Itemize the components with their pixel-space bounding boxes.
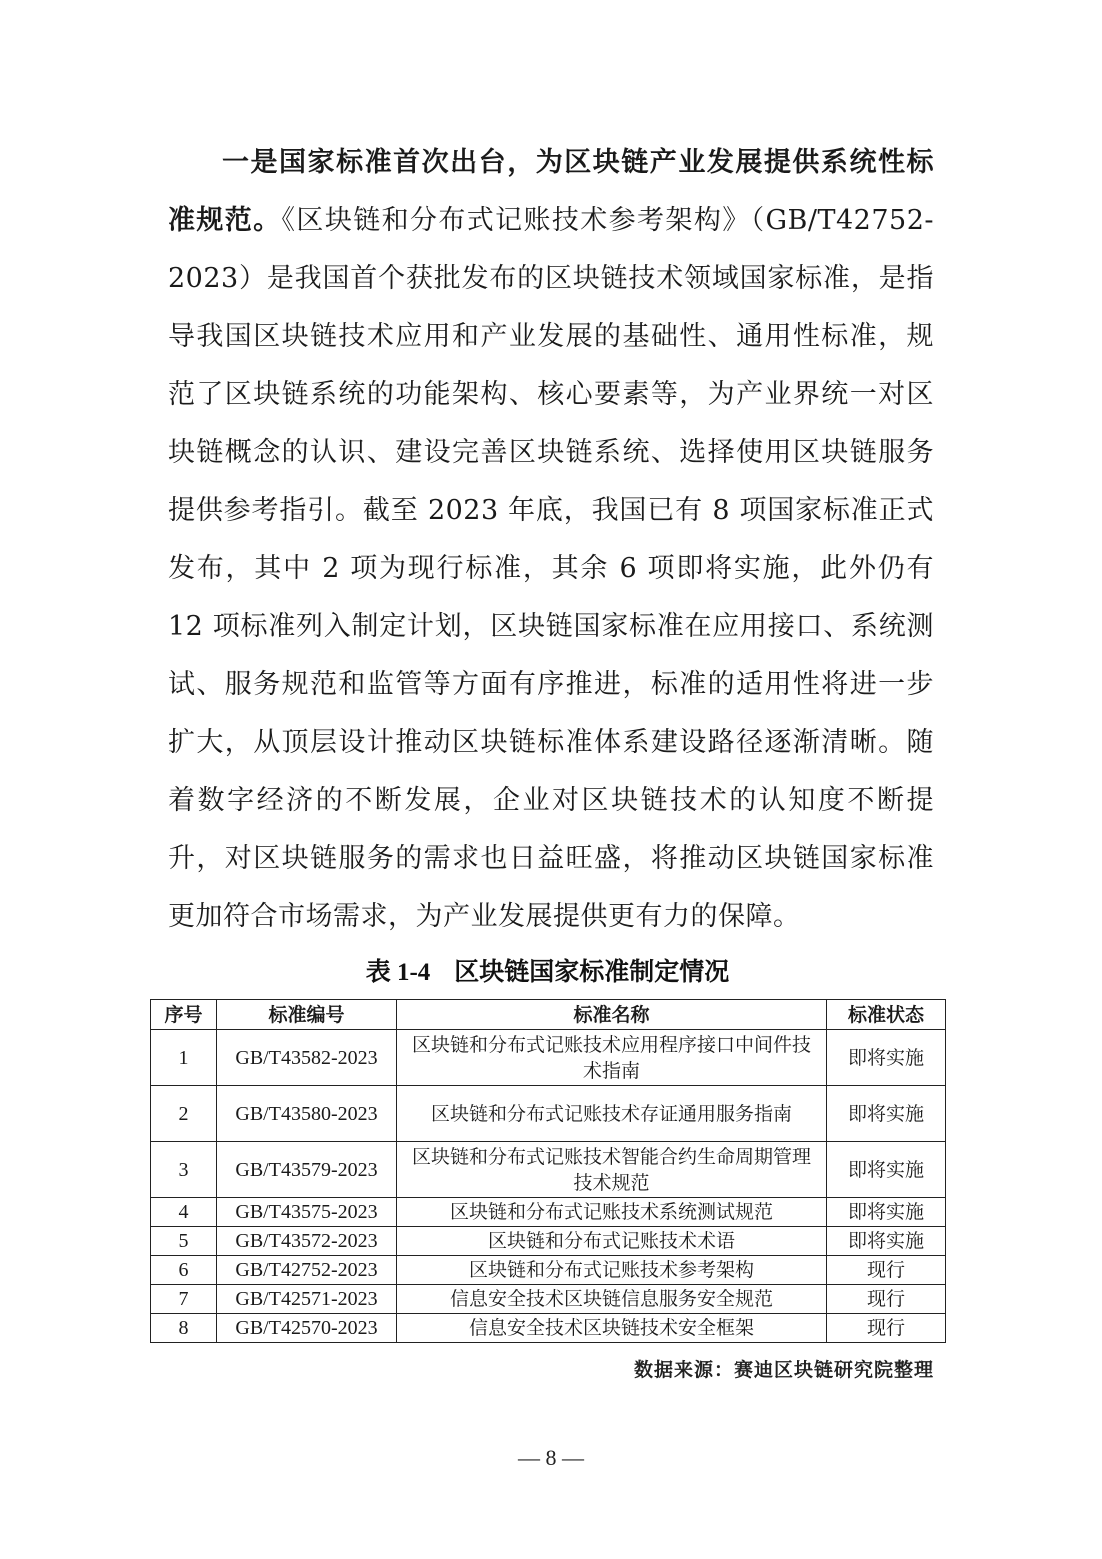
table-header-row [151,1000,946,1030]
header-no: 序号 [151,1000,217,1030]
paragraph-body: 《区块链和分布式记账技术参考架构》（GB/T42752-2023）是我国首个获批发布的区块链技术领域国家标准，是指导我国区块链技术应用和产业发展的基础性、通用性标准，规范了区块链系统的功能架构、核心要素等，为产业界统一对区块链概念的认识、建设完善区块链系统、选择使用区块链服务提供参考指引。截至 2023 年底，我国已有 8 项国家标准正式发布，其中 2 项为现行标准，其余 6 项即将实施，此外仍有 12 项标准列入制定计划，区块链国家标准在应用接口、系统测试、服务规范和监管等方面有序推进，标准的适用性将进一步扩大，从顶层设计推动区块链标准体系建设路径逐渐清晰。随着数字经济的不断发展，企业对区块链技术的认知度不断提升，对区块链服务的需求也日益旺盛，将推动区块链国家标准更加符合市场需求，为产业发展提供更有力的保障。 [168,205,935,932]
table-row [151,1285,946,1314]
paragraph-lead: 一是国家标准首次出台，为区块链产业发展提供系统性标准规范。 [168,147,934,236]
cell-no: 7 [151,1285,217,1314]
header-name: 标准名称 [397,1000,827,1030]
cell-name: 区块链和分布式记账技术参考架构 [397,1256,827,1285]
table-caption-title: 区块链国家标准制定情况 [454,957,730,986]
table-row [151,1086,946,1142]
cell-status: 即将实施 [827,1086,946,1142]
cell-name: 信息安全技术区块链信息服务安全规范 [397,1285,827,1314]
cell-no: 1 [151,1030,217,1086]
cell-code: GB/T42571-2023 [217,1285,397,1314]
cell-code: GB/T43575-2023 [217,1198,397,1227]
table-row [151,1198,946,1227]
cell-no: 6 [151,1256,217,1285]
cell-code: GB/T43582-2023 [217,1030,397,1086]
table-caption-number: 表 1-4 [365,959,431,986]
cell-name: 区块链和分布式记账技术系统测试规范 [397,1198,827,1227]
cell-no: 8 [151,1314,217,1343]
cell-status: 现行 [827,1256,946,1285]
cell-no: 4 [151,1198,217,1227]
body-paragraph [168,134,934,946]
cell-status: 现行 [827,1285,946,1314]
cell-no: 3 [151,1142,217,1198]
table-row [151,1227,946,1256]
table-row [151,1314,946,1343]
cell-status: 现行 [827,1314,946,1343]
table-row [151,1030,946,1086]
cell-code: GB/T42752-2023 [217,1256,397,1285]
table-row [151,1256,946,1285]
cell-name: 区块链和分布式记账技术智能合约生命周期管理技术规范 [397,1142,827,1198]
cell-no: 5 [151,1227,217,1256]
table-row [151,1142,946,1198]
data-source-note: 数据来源：赛迪区块链研究院整理 [633,1359,934,1381]
standards-table [150,999,946,1343]
cell-no: 2 [151,1086,217,1142]
cell-name: 信息安全技术区块链技术安全框架 [397,1314,827,1343]
cell-status: 即将实施 [827,1227,946,1256]
cell-status: 即将实施 [827,1198,946,1227]
header-status: 标准状态 [827,1000,946,1030]
cell-status: 即将实施 [827,1142,946,1198]
header-code: 标准编号 [217,1000,397,1030]
cell-code: GB/T42570-2023 [217,1314,397,1343]
cell-code: GB/T43579-2023 [217,1142,397,1198]
cell-code: GB/T43580-2023 [217,1086,397,1142]
table-caption [150,952,945,993]
page-number: — 8 — [518,1445,584,1470]
cell-name: 区块链和分布式记账技术存证通用服务指南 [397,1086,827,1142]
cell-status: 即将实施 [827,1030,946,1086]
cell-name: 区块链和分布式记账技术术语 [397,1227,827,1256]
cell-code: GB/T43572-2023 [217,1227,397,1256]
cell-name: 区块链和分布式记账技术应用程序接口中间件技术指南 [397,1030,827,1086]
